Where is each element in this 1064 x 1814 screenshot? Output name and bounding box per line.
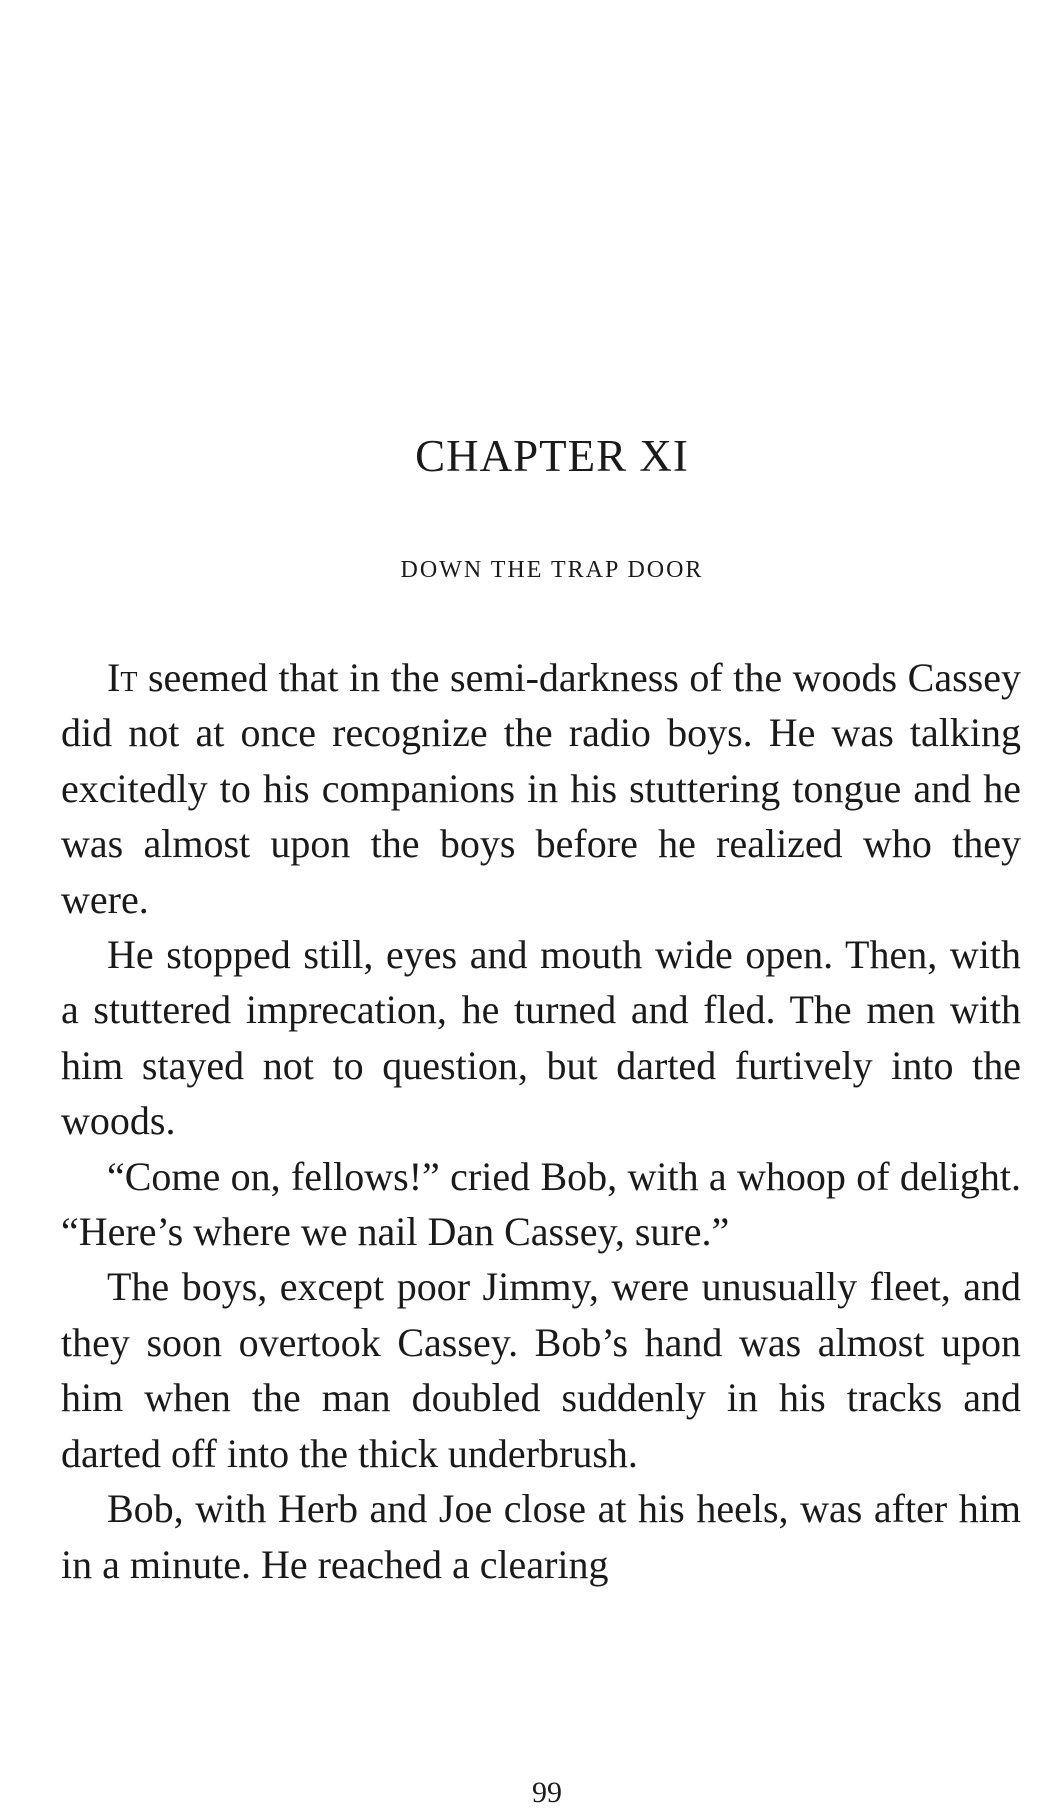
paragraph-text: He stopped still, eyes and mouth wide open. Then, with a stuttered imprecation, he turned and fled. The men with him stayed not to question, but darted furtively into the woods.	[61, 932, 1021, 1144]
paragraph-lead-word: It	[107, 655, 138, 700]
paragraph	[61, 1481, 1021, 1592]
page-number: 99	[532, 1776, 562, 1809]
chapter-body	[61, 650, 1021, 1592]
paragraph-text: seemed that in the semi-darkness of the woods Cassey did not at once recognize the radio boys. He was talking excitedly to his companions in his stuttering tongue and he was almost upon the boys before he realized who they were.	[61, 655, 1021, 922]
paragraph-text: Bob, with Herb and Joe close at his heels, was after him in a minute. He reached a clearing	[61, 1486, 1021, 1587]
paragraph	[61, 1149, 1021, 1260]
paragraph	[61, 927, 1021, 1149]
paragraph-text: “Come on, fellows!” cried Bob, with a whoop of delight. “Here’s where we nail Dan Cassey, sure.”	[61, 1153, 1021, 1255]
chapter-title: CHAPTER XI	[415, 431, 689, 481]
chapter-subtitle: DOWN THE TRAP DOOR	[400, 557, 704, 583]
paragraph-text: The boys, except poor Jimmy, were unusually fleet, and they soon overtook Cassey. Bob’s hand was almost upon him when the man doubled suddenly in his tracks and darted off into the thick underbrush.	[61, 1264, 1021, 1476]
paragraph	[61, 650, 1021, 927]
paragraph	[61, 1259, 1021, 1481]
